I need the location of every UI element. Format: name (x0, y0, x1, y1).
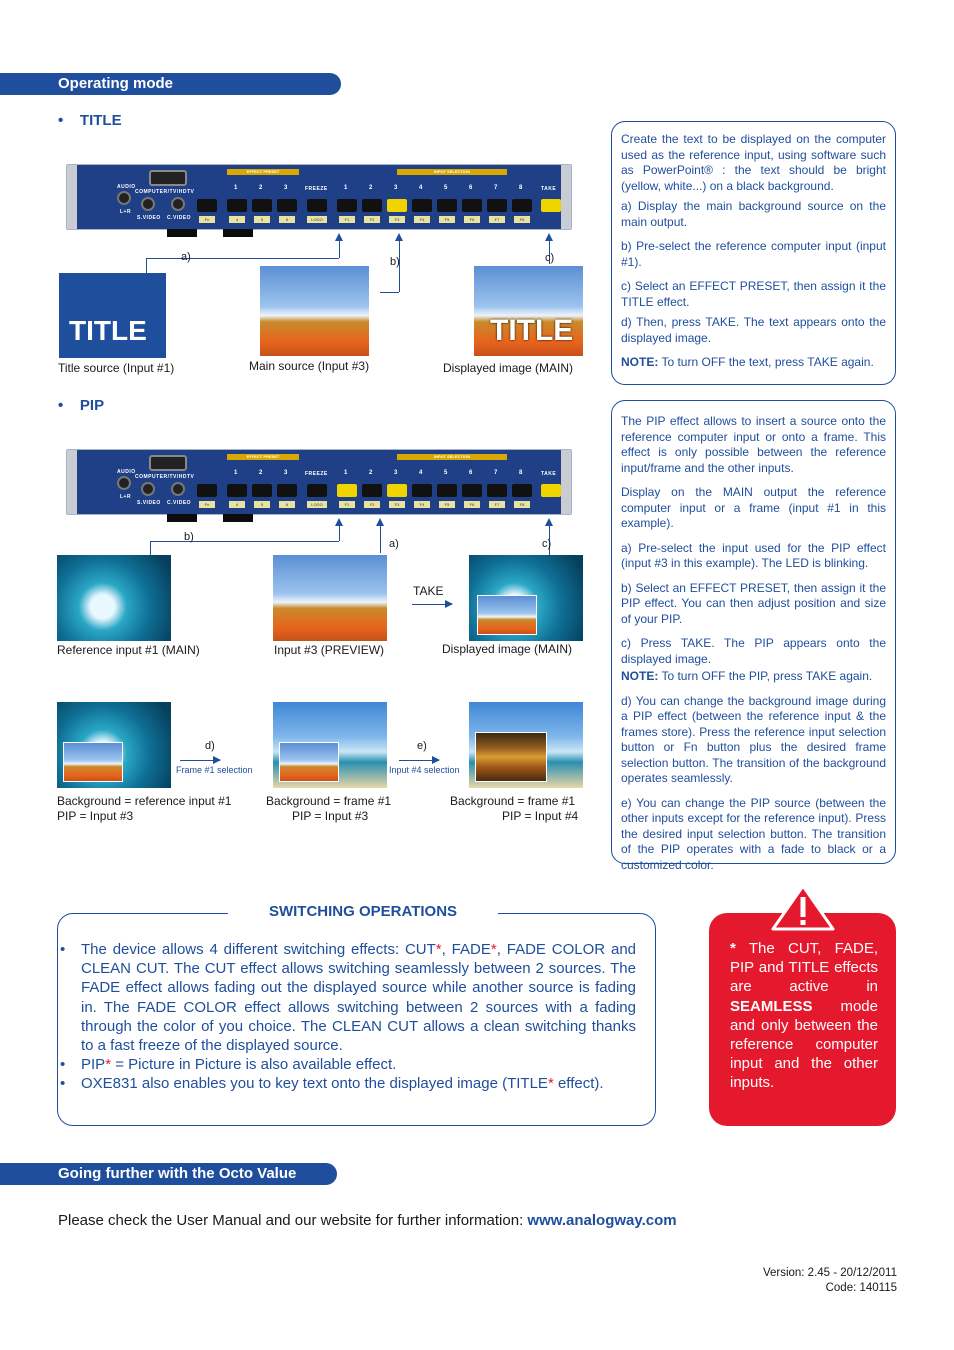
star-2: * (490, 941, 497, 958)
rack-foot-left (167, 514, 197, 522)
input-5-number: 5 (444, 185, 448, 191)
title-note-box (611, 121, 896, 385)
pip-bullet-label: PIP (79, 397, 105, 414)
f1-label: F1 (339, 216, 355, 223)
arrow-e (399, 760, 439, 761)
rack-ear-right (561, 450, 571, 514)
pip-window-2 (279, 742, 339, 782)
pip-label-b: b) (184, 531, 194, 543)
computer-label: COMPUTER/TV/HDTV (135, 189, 195, 195)
input-3-number: 3 (394, 470, 398, 476)
main-source-image (260, 266, 369, 356)
pip-note-box (611, 400, 896, 872)
take-button[interactable] (541, 199, 561, 212)
take-label: TAKE (541, 186, 557, 192)
input-2-number: 2 (369, 185, 373, 191)
cvideo-port (171, 197, 185, 211)
warning-seamless: SEAMLESS (730, 997, 813, 1015)
input-1-button[interactable] (337, 199, 357, 212)
input-1-button[interactable] (337, 484, 357, 497)
preset-3-number: 3 (284, 470, 288, 476)
lr-label: L+R (120, 209, 132, 215)
footer-info (58, 1212, 677, 1229)
title-bullet-label: TITLE (79, 112, 122, 129)
arrow-c-up (545, 233, 553, 241)
caption-bg-frame4-2: PIP = Input #4 (502, 809, 579, 823)
displayed-title-image (474, 266, 583, 356)
f2-label: F2 (364, 216, 380, 223)
title-text-overlay: TITLE (490, 314, 574, 347)
bg-reference-image (57, 702, 171, 788)
version-text: Version: 2.45 - 20/12/2011 (762, 1267, 897, 1279)
logo-label: LOGO (307, 216, 327, 223)
item3-a: OXE831 also enables you to key text onto the displayed image (TITLE (81, 1075, 548, 1093)
input-2-button[interactable] (362, 199, 382, 212)
star-3: * (105, 1056, 112, 1074)
pip-window-3 (475, 732, 547, 782)
input-selection-text: Input #4 selection (389, 765, 460, 775)
preset-3-button[interactable] (277, 199, 297, 212)
svideo-port (141, 482, 155, 496)
frame-selection-text: Frame #1 selection (176, 765, 253, 775)
f6-label: F6 (464, 501, 480, 508)
f3-label: F3 (389, 501, 405, 508)
preset-2-number: 2 (259, 470, 263, 476)
input-1-number: 1 (344, 470, 348, 476)
pip-connector-b-up (339, 525, 340, 541)
svideo-port (141, 197, 155, 211)
preset-2-number: 2 (259, 185, 263, 191)
freeze-label: FREEZE (305, 471, 328, 477)
operating-mode-bar (0, 73, 341, 95)
f8-label: F8 (514, 501, 530, 508)
item1-c: , FADE COLOR and CLEAN CUT. The CUT effect allows switching seamlessly between 2 sources. The FADE effect allows fading out the displayed source while another source is fading in. The FADE COLOR effect allows switching between 2 sources with a fading through the color of you choice. The CLEAN CUT allows a clean switching thanks to a fast freeze of the displayed source. (81, 941, 637, 1055)
logo-label: LOGO (307, 501, 327, 508)
cvideo-port (171, 482, 185, 496)
title-note-p2: a) Display the main background source on the main output. (621, 199, 886, 229)
pip-note-p1: The PIP effect allows to insert a source onto the reference computer input or onto a frame. This effect is only possible between the reference input/frame and the other inputs. (621, 414, 886, 475)
pip-note-p6: d) You can change the background image during a PIP effect (between the reference input & the frames store). Press the reference input selection button or Fn button plus the desired frame selection button. The transition of the background operates seamlessly. (621, 693, 886, 785)
input-8-number: 8 (519, 185, 523, 191)
bg-frame-image-1 (273, 702, 387, 788)
f5-label: F5 (439, 501, 455, 508)
preset-3-button[interactable] (277, 484, 297, 497)
f4-label: F4 (414, 216, 430, 223)
pip-arrow-b-up (335, 518, 343, 526)
item2-b: = Picture in Picture is also available effect. (111, 1056, 397, 1074)
input-7-number: 7 (494, 470, 498, 476)
fn-label: Fn (199, 501, 215, 508)
input-selection-label: INPUT SELECTION (397, 169, 507, 175)
switching-list (60, 940, 636, 1094)
take-text: TAKE (413, 584, 444, 598)
preset-2-button[interactable] (252, 199, 272, 212)
take-label: TAKE (541, 471, 557, 477)
svideo-label: S.VIDEO (137, 215, 161, 221)
cvideo-label: C.VIDEO (167, 215, 192, 221)
pip-label-e: e) (417, 740, 427, 752)
title-label-a: a) (181, 251, 191, 263)
take-button[interactable] (541, 484, 561, 497)
input-7-button[interactable] (487, 484, 507, 497)
warning-star: * (730, 940, 736, 957)
input-3-button[interactable] (387, 199, 407, 212)
title-bullet: • TITLE (58, 112, 122, 129)
warning-text-a: The CUT, FADE, PIP and TITLE effects are active in (730, 940, 878, 996)
title-label-b: b) (390, 256, 400, 268)
input-5-button[interactable] (437, 484, 457, 497)
pip-label-c: c) (542, 538, 552, 550)
computer-label: COMPUTER/TV/HDTV (135, 474, 195, 480)
fn-button[interactable] (197, 484, 217, 497)
lr-label: L+R (120, 494, 132, 500)
input-4-button[interactable] (412, 199, 432, 212)
caption-bg-frame-1: Background = frame #1 (266, 794, 392, 808)
input-4-number: 4 (419, 185, 423, 191)
input-8-number: 8 (519, 470, 523, 476)
preset-4-label: 4 (229, 501, 245, 508)
rack-ear-left (67, 450, 77, 514)
rack-foot-right (223, 514, 253, 522)
title-note-text: To turn OFF the text, press TAKE again. (658, 355, 874, 369)
input-6-button[interactable] (462, 199, 482, 212)
f7-label: F7 (489, 216, 505, 223)
svideo-label: S.VIDEO (137, 500, 161, 506)
freeze-button[interactable] (307, 484, 327, 497)
input-2-button[interactable] (362, 484, 382, 497)
switching-item-1 (60, 940, 636, 1055)
device-panel-pip (66, 449, 572, 515)
displayed-pip-image (469, 555, 583, 641)
f6-label: F6 (464, 216, 480, 223)
input-5-number: 5 (444, 470, 448, 476)
pip-connector-b-down (150, 541, 151, 555)
pip-label-d: d) (205, 740, 215, 752)
input-8-button[interactable] (512, 199, 532, 212)
warning-box (709, 913, 896, 1126)
preset-1-button[interactable] (227, 484, 247, 497)
preset-5-label: 5 (254, 216, 270, 223)
pip-note-p5: c) Press TAKE. The PIP appears onto the displayed image. (621, 636, 886, 666)
pip-note-p3: a) Pre-select the input used for the PIP effect (input #3 in this example). The LED is blinking. (621, 540, 886, 570)
pip-note-p7: e) You can change the PIP source (between the other inputs except for the reference input). Press the desired input selection button. The transition of the PIP operates with a fade to black or a customized color. (621, 795, 886, 872)
title-source-image (59, 273, 166, 358)
item1-b: , FADE (441, 941, 491, 958)
item1-a: The device allows 4 different switching effects: CUT (81, 941, 436, 958)
version-block (763, 1266, 897, 1296)
pip-note-p2: Display on the MAIN output the reference computer input or a frame (input #1 in this example). (621, 485, 886, 530)
switching-item-2 (60, 1055, 636, 1074)
audio-port (117, 476, 131, 490)
effect-preset-label: EFFECT PRESET (227, 454, 299, 460)
input-6-number: 6 (469, 470, 473, 476)
input-1-number: 1 (344, 185, 348, 191)
pip-note-p4: b) Select an EFFECT PRESET, then assign it the PIP effect. You can then adjust position and size of your PIP. (621, 580, 886, 626)
title-note-p3: b) Pre-select the reference computer input (input #1). (621, 239, 886, 269)
warning-text-b: mode and only between the reference computer input and the other inputs. (730, 997, 878, 1092)
pip-connector-a-vertical (380, 525, 381, 553)
star-4: * (547, 1075, 554, 1093)
preset-2-button[interactable] (252, 484, 272, 497)
item3-b: effect). (553, 1075, 604, 1093)
bg-frame-image-2 (469, 702, 583, 788)
input-6-button[interactable] (462, 484, 482, 497)
caption-preview: Input #3 (PREVIEW) (274, 643, 385, 657)
pip-arrow-c-up (545, 518, 553, 526)
input-3-button[interactable] (387, 484, 407, 497)
audio-port (117, 191, 131, 205)
star-1: * (435, 941, 442, 958)
f3-label: F3 (389, 216, 405, 223)
website-link[interactable]: www.analogway.com (527, 1212, 677, 1229)
caption-main-source: Main source (Input #3) (249, 359, 370, 373)
switching-title: SWITCHING OPERATIONS (228, 903, 498, 920)
pip-note-text: To turn OFF the PIP, press TAKE again. (658, 669, 873, 683)
pip-window-1 (63, 742, 123, 782)
input-7-button[interactable] (487, 199, 507, 212)
freeze-button[interactable] (307, 199, 327, 212)
preset-6-label: 6 (279, 216, 295, 223)
fn-button[interactable] (197, 199, 217, 212)
rack-ear-left (67, 165, 77, 229)
cvideo-label: C.VIDEO (167, 500, 192, 506)
preset-6-label: 6 (279, 501, 295, 508)
operating-mode-title: Operating mode (58, 75, 174, 92)
title-note-p1: Create the text to be displayed on the computer used as the reference input, using software such as PowerPoint® : the text should be bright (yellow, white...) on a black background. (621, 132, 886, 193)
pip-connector-b-horizontal (150, 541, 339, 542)
fn-label: Fn (199, 216, 215, 223)
preset-3-number: 3 (284, 185, 288, 191)
f7-label: F7 (489, 501, 505, 508)
freeze-label: FREEZE (305, 186, 328, 192)
arrow-d (180, 760, 220, 761)
preset-4-label: 4 (229, 216, 245, 223)
input-6-number: 6 (469, 185, 473, 191)
title-note-label: NOTE: (621, 355, 659, 369)
arrow-b-up (395, 233, 403, 241)
preset-1-number: 1 (234, 470, 238, 476)
caption-bg-frame4-1: Background = frame #1 (450, 794, 576, 808)
caption-title-source: Title source (Input #1) (58, 361, 175, 375)
pip-window (477, 595, 537, 635)
pip-note-note (621, 669, 886, 685)
f1-label: F1 (339, 501, 355, 508)
reference-input-image (57, 555, 171, 641)
effect-preset-label: EFFECT PRESET (227, 169, 299, 175)
item2-a: PIP (81, 1056, 106, 1074)
pip-note-label: NOTE: (621, 669, 659, 683)
rack-ear-right (561, 165, 571, 229)
f4-label: F4 (414, 501, 430, 508)
footer-info-text: Please check the User Manual and our website for further information: (58, 1212, 528, 1229)
pip-bullet: • PIP (58, 397, 105, 414)
vga-port (149, 455, 187, 471)
title-note-p5: d) Then, press TAKE. The text appears onto the displayed image. (621, 315, 886, 345)
input-3-number: 3 (394, 185, 398, 191)
preview-input-image (273, 555, 387, 641)
caption-displayed-pip: Displayed image (MAIN) (442, 642, 573, 656)
device-panel-title (66, 164, 572, 230)
arrow-a-up (335, 233, 343, 241)
title-note-p4: c) Select an EFFECT PRESET, then assign it the TITLE effect. (621, 279, 886, 309)
input-selection-label: INPUT SELECTION (397, 454, 507, 460)
f5-label: F5 (439, 216, 455, 223)
title-label-c: c) (545, 252, 555, 264)
caption-reference: Reference input #1 (MAIN) (57, 643, 200, 657)
vga-port (149, 170, 187, 186)
connector-a-down (146, 258, 147, 274)
preset-1-number: 1 (234, 185, 238, 191)
input-7-number: 7 (494, 185, 498, 191)
input-5-button[interactable] (437, 199, 457, 212)
title-note-note (621, 355, 886, 371)
going-further-bar (0, 1163, 337, 1185)
title-text-source: TITLE (69, 315, 147, 346)
rack-foot-left (167, 229, 197, 237)
connector-a-horizontal (146, 258, 339, 259)
going-further-title: Going further with the Octo Value (58, 1165, 297, 1182)
preset-5-label: 5 (254, 501, 270, 508)
connector-a-up (339, 240, 340, 258)
pip-label-a: a) (389, 538, 399, 550)
connector-b-horizontal (380, 292, 399, 293)
warning-triangle-icon (770, 883, 836, 931)
audio-label: AUDIO (117, 469, 136, 475)
pip-arrow-a-up (376, 518, 384, 526)
caption-displayed-title: Displayed image (MAIN) (443, 361, 574, 375)
preset-1-button[interactable] (227, 199, 247, 212)
input-2-number: 2 (369, 470, 373, 476)
input-4-number: 4 (419, 470, 423, 476)
code-text: Code: 140115 (825, 1282, 897, 1294)
audio-label: AUDIO (117, 184, 136, 190)
switching-item-3 (60, 1074, 636, 1093)
rack-foot-right (223, 229, 253, 237)
f8-label: F8 (514, 216, 530, 223)
take-arrow (412, 604, 452, 605)
input-8-button[interactable] (512, 484, 532, 497)
input-4-button[interactable] (412, 484, 432, 497)
caption-bg-ref-1: Background = reference input #1 (57, 794, 232, 808)
f2-label: F2 (364, 501, 380, 508)
caption-bg-ref-2: PIP = Input #3 (57, 809, 134, 823)
caption-bg-frame-2: PIP = Input #3 (292, 809, 369, 823)
